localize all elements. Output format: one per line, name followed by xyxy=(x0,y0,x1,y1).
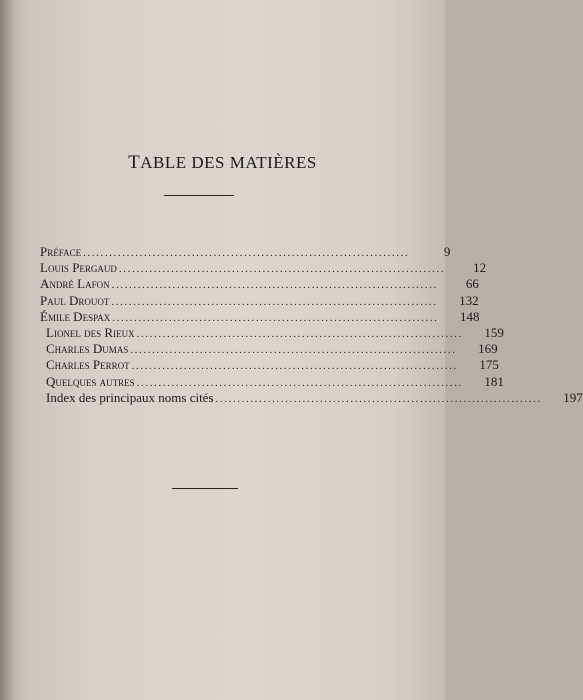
toc-entry-lionel-des-rieux[interactable] xyxy=(40,324,504,341)
toc-entry-page: 159 xyxy=(484,324,504,340)
toc-entry-page: 66 xyxy=(465,276,479,292)
toc-entry-paul-drouot[interactable] xyxy=(40,292,479,309)
toc-entry-label: Paul Drouot xyxy=(40,292,110,308)
leader-dots: ........................................................................... xyxy=(111,279,438,292)
toc-entry-label: Émile Despax xyxy=(40,308,111,324)
toc-entry-label: Index des principaux noms cités xyxy=(46,389,214,405)
title-initial: T xyxy=(128,152,141,173)
leader-dots: ........................................................................... xyxy=(112,311,439,324)
toc-entry-page: 181 xyxy=(484,373,504,389)
leader-dots: ........................................................................... xyxy=(83,247,410,259)
spine-shadow xyxy=(0,0,14,700)
leader-dots: ........................................................................... xyxy=(131,360,458,373)
leader-dots: ........................................................................... xyxy=(118,263,446,276)
leader-dots: ........................................................................... xyxy=(136,327,463,340)
table-of-contents xyxy=(40,244,583,406)
toc-entry-louis-pergaud[interactable] xyxy=(40,260,487,276)
bottom-divider xyxy=(172,488,238,489)
toc-entry-page: 9 xyxy=(443,244,451,259)
toc-entry-label: André Lafon xyxy=(40,276,110,292)
toc-entry-page: 132 xyxy=(459,292,479,308)
leader-dots: ........................................................................... xyxy=(111,295,438,308)
toc-entry-preface[interactable] xyxy=(40,244,451,260)
leader-dots: ........................................................................... xyxy=(136,376,463,389)
page-title xyxy=(0,152,445,174)
toc-entry-label: Charles Dumas xyxy=(46,341,129,357)
toc-entry-page: 12 xyxy=(473,260,487,276)
top-divider xyxy=(164,195,234,196)
leader-dots: ........................................................................... xyxy=(215,392,542,405)
title-rest: ABLE DES MATIÈRES xyxy=(140,153,317,172)
toc-entry-index[interactable] xyxy=(40,389,583,406)
leader-dots: ........................................................................... xyxy=(130,344,457,357)
toc-entry-charles-perrot[interactable] xyxy=(40,357,499,373)
toc-entry-page: 169 xyxy=(478,341,498,357)
toc-entry-page: 197 xyxy=(563,389,583,405)
toc-entry-charles-dumas[interactable] xyxy=(40,341,498,357)
toc-entry-emile-despax[interactable] xyxy=(40,308,480,325)
toc-entry-label: Préface xyxy=(40,244,82,259)
toc-entry-page: 148 xyxy=(460,308,480,324)
toc-entry-label: Quelques autres xyxy=(46,373,135,389)
toc-entry-page: 175 xyxy=(479,357,499,373)
toc-entry-label: Louis Pergaud xyxy=(40,260,117,276)
toc-entry-label: Charles Perrot xyxy=(46,357,130,373)
toc-entry-quelques-autres[interactable] xyxy=(40,373,504,390)
toc-entry-andre-lafon[interactable] xyxy=(40,276,479,292)
toc-entry-label: Lionel des Rieux xyxy=(46,324,135,340)
